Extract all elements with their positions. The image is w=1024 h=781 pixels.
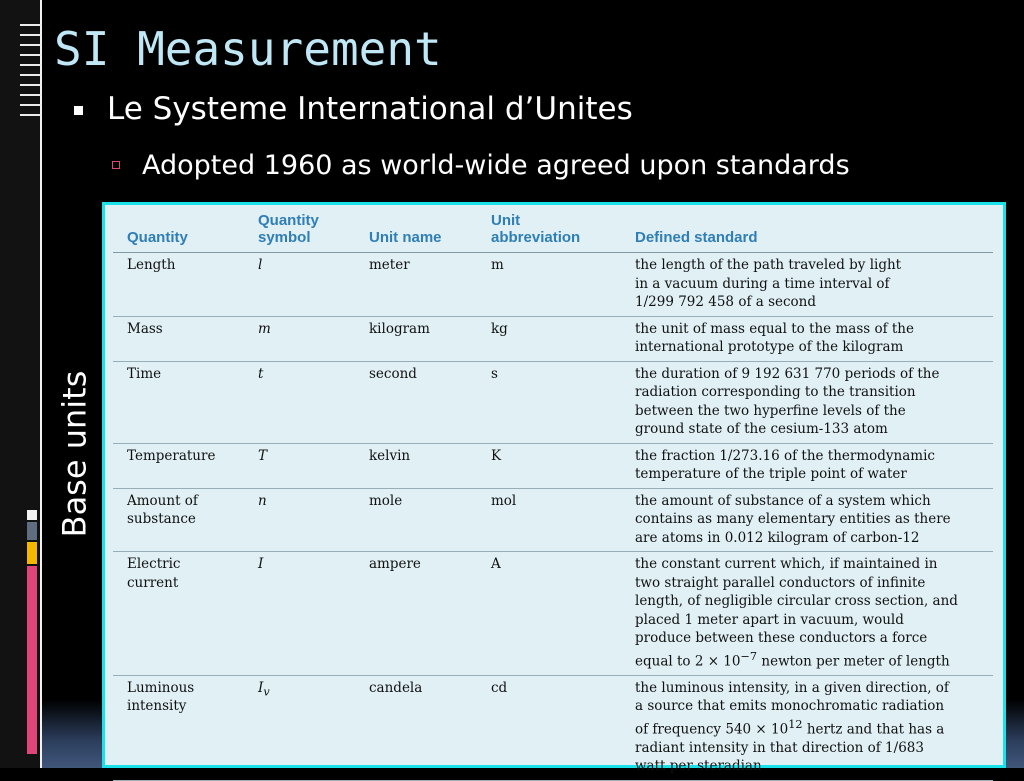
decor-bars <box>20 24 42 144</box>
bullet-level-2-text: Adopted 1960 as world-wide agreed upon standards <box>142 150 850 181</box>
cell-standard: the duration of 9 192 631 770 periods of the radiation corresponding to the transition between the two hyperfine levels of the ground state of the cesium-133 atom <box>621 361 993 443</box>
cell-abbr: mol <box>477 488 621 552</box>
cell-standard: the unit of mass equal to the mass of the international prototype of the kilogram <box>621 316 993 361</box>
cell-quantity: Amount of substance <box>113 488 244 552</box>
cell-symbol: T <box>244 443 355 488</box>
table-row <box>113 443 993 488</box>
si-units-table-panel <box>102 202 1006 774</box>
cell-abbr: s <box>477 361 621 443</box>
header-quantity: Quantity <box>113 209 244 253</box>
header-symbol: Quantity symbol <box>244 209 355 253</box>
side-label <box>52 365 96 543</box>
table-row <box>113 488 993 552</box>
cell-quantity: Electric current <box>113 552 244 676</box>
decor-accent-lines <box>27 510 39 768</box>
cell-unit: kilogram <box>355 316 477 361</box>
cell-unit: meter <box>355 253 477 317</box>
table-row <box>113 675 993 780</box>
table-row <box>113 316 993 361</box>
si-units-table <box>113 209 993 781</box>
cell-unit: candela <box>355 675 477 780</box>
cell-quantity: Temperature <box>113 443 244 488</box>
cell-abbr: m <box>477 253 621 317</box>
bullet-level-2 <box>112 146 850 186</box>
table-header-row <box>113 209 993 253</box>
cell-symbol: I <box>244 552 355 676</box>
side-label-text: Base units <box>55 370 94 538</box>
cell-quantity: Mass <box>113 316 244 361</box>
cell-unit: mole <box>355 488 477 552</box>
cell-symbol: m <box>244 316 355 361</box>
square-bullet-icon <box>74 106 83 115</box>
header-abbreviation: Unit abbreviation <box>477 209 621 253</box>
table-row <box>113 552 993 676</box>
cell-symbol: n <box>244 488 355 552</box>
cell-quantity: Luminous intensity <box>113 675 244 780</box>
cell-standard: the fraction 1/273.16 of the thermodynamic temperature of the triple point of water <box>621 443 993 488</box>
cell-abbr: kg <box>477 316 621 361</box>
slide-title: SI Measurement <box>54 22 442 76</box>
cell-unit: kelvin <box>355 443 477 488</box>
table-row <box>113 361 993 443</box>
cell-standard: the luminous intensity, in a given direction, of a source that emits monochromatic radiation of frequency $540 \times 10^{12}$ hertz and that has a radiant intensity in that direction of 1/683 watt per steradian <box>621 675 993 780</box>
cell-symbol: l <box>244 253 355 317</box>
cell-unit: ampere <box>355 552 477 676</box>
cell-standard: the constant current which, if maintained in two straight parallel conductors of infinite length, of negligible circular cross section, and placed 1 meter apart in vacuum, would produce between these conductors a force equal to $2 \times 10^{-7}$ newton per meter of length <box>621 552 993 676</box>
table-row <box>113 253 993 317</box>
cell-abbr: A <box>477 552 621 676</box>
cell-unit: second <box>355 361 477 443</box>
cell-standard: the amount of substance of a system which contains as many elementary entities as there are atoms in 0.012 kilogram of carbon-12 <box>621 488 993 552</box>
bullet-level-1 <box>74 86 633 132</box>
hollow-square-bullet-icon <box>112 161 120 169</box>
cell-quantity: Time <box>113 361 244 443</box>
header-defined-standard: Defined standard <box>621 209 993 253</box>
bullet-level-1-text: Le Systeme International d’Unites <box>107 91 633 127</box>
cell-abbr: K <box>477 443 621 488</box>
cell-symbol: t <box>244 361 355 443</box>
cell-abbr: cd <box>477 675 621 780</box>
cell-standard: the length of the path traveled by light in a vacuum during a time interval of 1/299 792 458 of a second <box>621 253 993 317</box>
cell-symbol: $I_v$ <box>244 675 355 780</box>
cell-quantity: Length <box>113 253 244 317</box>
header-unit-name: Unit name <box>355 209 477 253</box>
